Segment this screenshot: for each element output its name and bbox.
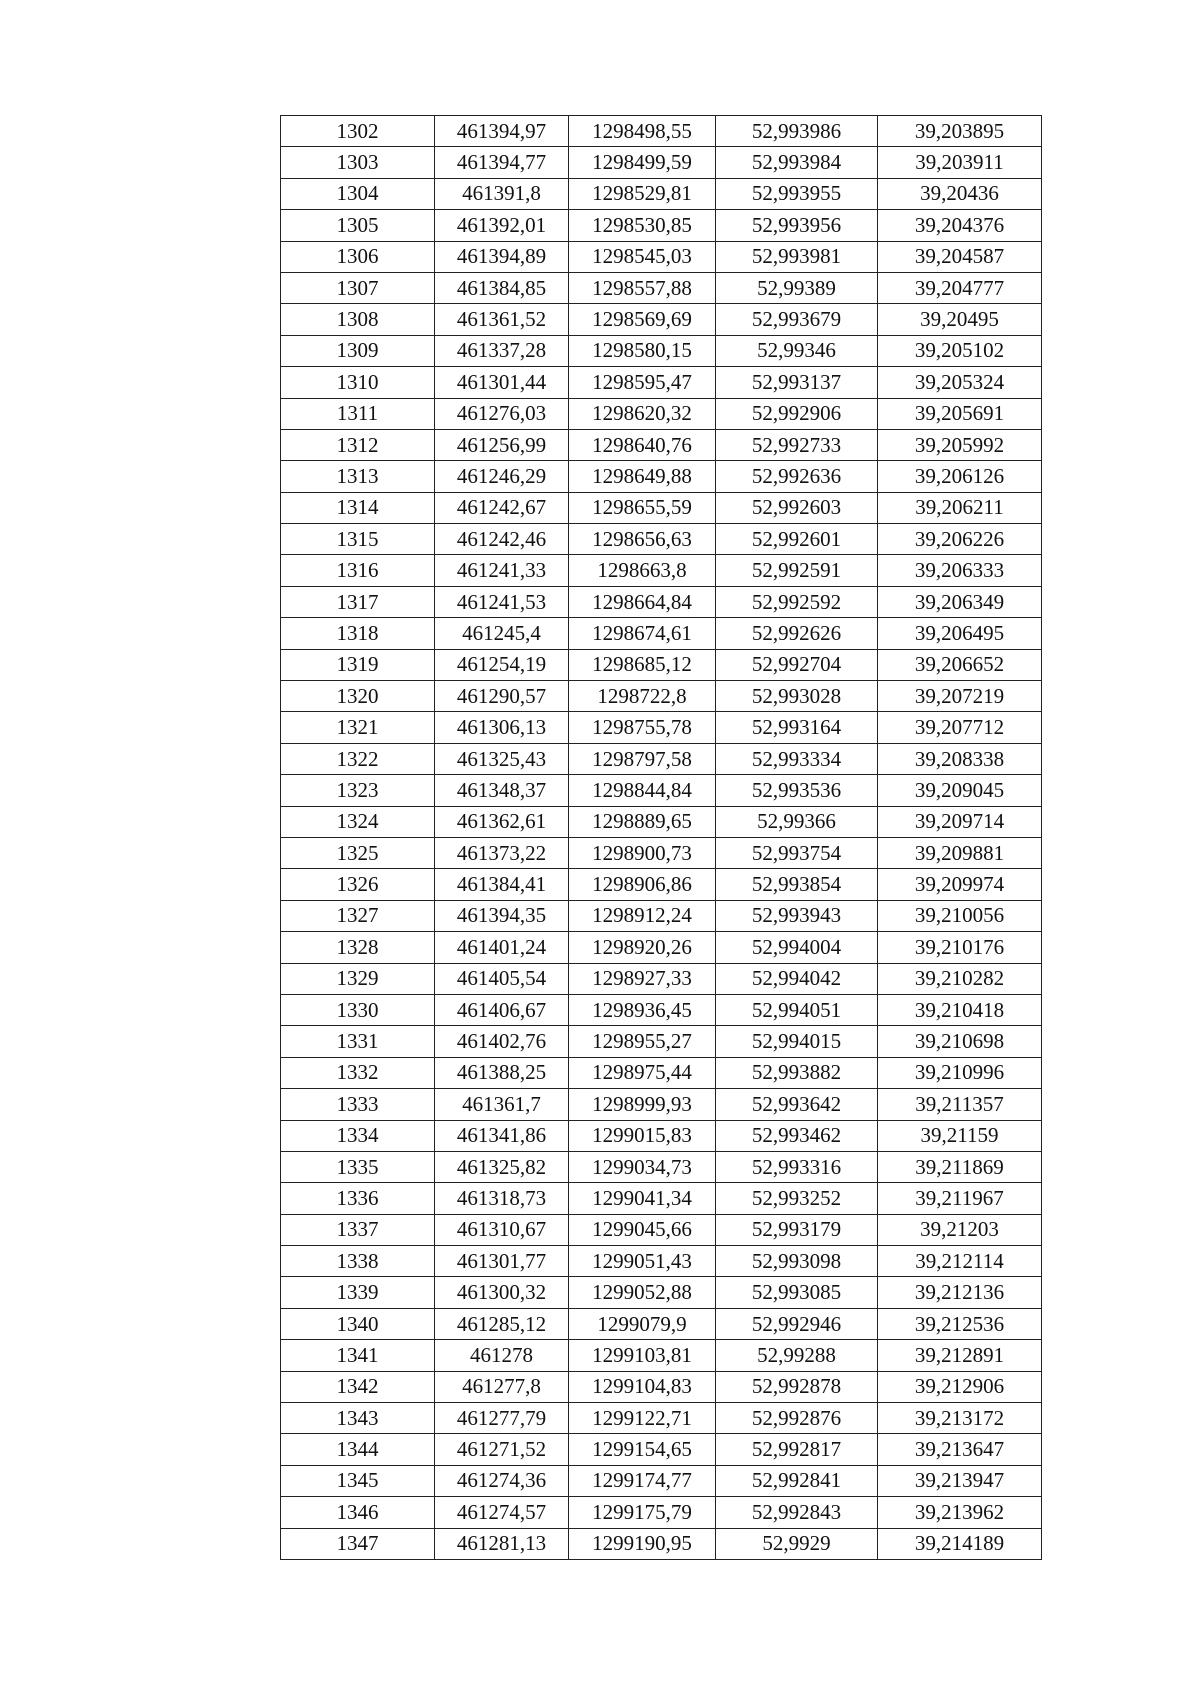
longitude-cell: 39,212136 <box>878 1277 1042 1308</box>
y-coordinate-cell: 1298920,26 <box>569 932 716 963</box>
longitude-cell: 39,21159 <box>878 1120 1042 1151</box>
point-number-cell: 1309 <box>281 335 435 366</box>
x-coordinate-cell: 461405,54 <box>435 963 569 994</box>
x-coordinate-cell: 461392,01 <box>435 210 569 241</box>
table-row <box>281 681 1042 712</box>
x-coordinate-cell: 461278 <box>435 1340 569 1371</box>
y-coordinate-cell: 1299015,83 <box>569 1120 716 1151</box>
y-coordinate-cell: 1298900,73 <box>569 837 716 868</box>
latitude-cell: 52,992592 <box>716 586 878 617</box>
latitude-cell: 52,99366 <box>716 806 878 837</box>
longitude-cell: 39,206495 <box>878 618 1042 649</box>
longitude-cell: 39,206126 <box>878 461 1042 492</box>
latitude-cell: 52,994015 <box>716 1026 878 1057</box>
table-row <box>281 210 1042 241</box>
y-coordinate-cell: 1298530,85 <box>569 210 716 241</box>
longitude-cell: 39,213172 <box>878 1403 1042 1434</box>
point-number-cell: 1312 <box>281 429 435 460</box>
longitude-cell: 39,210282 <box>878 963 1042 994</box>
table-row <box>281 367 1042 398</box>
longitude-cell: 39,210056 <box>878 900 1042 931</box>
x-coordinate-cell: 461277,79 <box>435 1403 569 1434</box>
x-coordinate-cell: 461276,03 <box>435 398 569 429</box>
table-row <box>281 335 1042 366</box>
point-number-cell: 1324 <box>281 806 435 837</box>
point-number-cell: 1302 <box>281 116 435 147</box>
x-coordinate-cell: 461274,36 <box>435 1465 569 1496</box>
y-coordinate-cell: 1298685,12 <box>569 649 716 680</box>
point-number-cell: 1343 <box>281 1403 435 1434</box>
x-coordinate-cell: 461318,73 <box>435 1183 569 1214</box>
longitude-cell: 39,212891 <box>878 1340 1042 1371</box>
latitude-cell: 52,993981 <box>716 241 878 272</box>
table-row <box>281 743 1042 774</box>
x-coordinate-cell: 461394,77 <box>435 147 569 178</box>
longitude-cell: 39,210418 <box>878 994 1042 1025</box>
longitude-cell: 39,209045 <box>878 775 1042 806</box>
latitude-cell: 52,993984 <box>716 147 878 178</box>
longitude-cell: 39,211967 <box>878 1183 1042 1214</box>
table-row <box>281 649 1042 680</box>
point-number-cell: 1340 <box>281 1308 435 1339</box>
latitude-cell: 52,994051 <box>716 994 878 1025</box>
y-coordinate-cell: 1298580,15 <box>569 335 716 366</box>
x-coordinate-cell: 461361,7 <box>435 1089 569 1120</box>
y-coordinate-cell: 1298655,59 <box>569 492 716 523</box>
longitude-cell: 39,20436 <box>878 178 1042 209</box>
x-coordinate-cell: 461256,99 <box>435 429 569 460</box>
point-number-cell: 1319 <box>281 649 435 680</box>
longitude-cell: 39,214189 <box>878 1528 1042 1559</box>
x-coordinate-cell: 461241,33 <box>435 555 569 586</box>
x-coordinate-cell: 461341,86 <box>435 1120 569 1151</box>
x-coordinate-cell: 461337,28 <box>435 335 569 366</box>
longitude-cell: 39,20495 <box>878 304 1042 335</box>
x-coordinate-cell: 461290,57 <box>435 681 569 712</box>
y-coordinate-cell: 1299045,66 <box>569 1214 716 1245</box>
table-row <box>281 461 1042 492</box>
point-number-cell: 1327 <box>281 900 435 931</box>
point-number-cell: 1335 <box>281 1151 435 1182</box>
longitude-cell: 39,204777 <box>878 272 1042 303</box>
point-number-cell: 1325 <box>281 837 435 868</box>
point-number-cell: 1339 <box>281 1277 435 1308</box>
y-coordinate-cell: 1299122,71 <box>569 1403 716 1434</box>
y-coordinate-cell: 1298797,58 <box>569 743 716 774</box>
coordinates-table <box>280 115 1042 1560</box>
latitude-cell: 52,993137 <box>716 367 878 398</box>
y-coordinate-cell: 1298663,8 <box>569 555 716 586</box>
x-coordinate-cell: 461394,89 <box>435 241 569 272</box>
x-coordinate-cell: 461306,13 <box>435 712 569 743</box>
latitude-cell: 52,992946 <box>716 1308 878 1339</box>
point-number-cell: 1306 <box>281 241 435 272</box>
longitude-cell: 39,213947 <box>878 1465 1042 1496</box>
x-coordinate-cell: 461401,24 <box>435 932 569 963</box>
latitude-cell: 52,99288 <box>716 1340 878 1371</box>
table-row <box>281 1340 1042 1371</box>
table-row <box>281 1183 1042 1214</box>
coordinates-table-body <box>281 116 1042 1560</box>
latitude-cell: 52,9929 <box>716 1528 878 1559</box>
longitude-cell: 39,210698 <box>878 1026 1042 1057</box>
point-number-cell: 1315 <box>281 524 435 555</box>
point-number-cell: 1336 <box>281 1183 435 1214</box>
table-row <box>281 775 1042 806</box>
table-row <box>281 398 1042 429</box>
latitude-cell: 52,992601 <box>716 524 878 555</box>
y-coordinate-cell: 1298656,63 <box>569 524 716 555</box>
longitude-cell: 39,210176 <box>878 932 1042 963</box>
latitude-cell: 52,993754 <box>716 837 878 868</box>
y-coordinate-cell: 1298595,47 <box>569 367 716 398</box>
x-coordinate-cell: 461384,85 <box>435 272 569 303</box>
point-number-cell: 1341 <box>281 1340 435 1371</box>
point-number-cell: 1334 <box>281 1120 435 1151</box>
x-coordinate-cell: 461301,44 <box>435 367 569 398</box>
latitude-cell: 52,993642 <box>716 1089 878 1120</box>
point-number-cell: 1331 <box>281 1026 435 1057</box>
y-coordinate-cell: 1298649,88 <box>569 461 716 492</box>
table-row <box>281 1434 1042 1465</box>
y-coordinate-cell: 1298889,65 <box>569 806 716 837</box>
longitude-cell: 39,207712 <box>878 712 1042 743</box>
latitude-cell: 52,993462 <box>716 1120 878 1151</box>
point-number-cell: 1308 <box>281 304 435 335</box>
y-coordinate-cell: 1298722,8 <box>569 681 716 712</box>
y-coordinate-cell: 1298906,86 <box>569 869 716 900</box>
table-row <box>281 1497 1042 1528</box>
latitude-cell: 52,993854 <box>716 869 878 900</box>
x-coordinate-cell: 461310,67 <box>435 1214 569 1245</box>
longitude-cell: 39,205992 <box>878 429 1042 460</box>
latitude-cell: 52,992843 <box>716 1497 878 1528</box>
table-row <box>281 963 1042 994</box>
y-coordinate-cell: 1299079,9 <box>569 1308 716 1339</box>
point-number-cell: 1332 <box>281 1057 435 1088</box>
table-row <box>281 241 1042 272</box>
longitude-cell: 39,204376 <box>878 210 1042 241</box>
latitude-cell: 52,992841 <box>716 1465 878 1496</box>
x-coordinate-cell: 461348,37 <box>435 775 569 806</box>
x-coordinate-cell: 461384,41 <box>435 869 569 900</box>
point-number-cell: 1321 <box>281 712 435 743</box>
y-coordinate-cell: 1298640,76 <box>569 429 716 460</box>
y-coordinate-cell: 1299190,95 <box>569 1528 716 1559</box>
y-coordinate-cell: 1299041,34 <box>569 1183 716 1214</box>
latitude-cell: 52,993536 <box>716 775 878 806</box>
table-row <box>281 837 1042 868</box>
point-number-cell: 1328 <box>281 932 435 963</box>
latitude-cell: 52,994042 <box>716 963 878 994</box>
y-coordinate-cell: 1298674,61 <box>569 618 716 649</box>
table-row <box>281 304 1042 335</box>
point-number-cell: 1304 <box>281 178 435 209</box>
y-coordinate-cell: 1298936,45 <box>569 994 716 1025</box>
x-coordinate-cell: 461274,57 <box>435 1497 569 1528</box>
latitude-cell: 52,992733 <box>716 429 878 460</box>
latitude-cell: 52,993956 <box>716 210 878 241</box>
point-number-cell: 1323 <box>281 775 435 806</box>
latitude-cell: 52,993943 <box>716 900 878 931</box>
longitude-cell: 39,210996 <box>878 1057 1042 1088</box>
table-row <box>281 712 1042 743</box>
longitude-cell: 39,203895 <box>878 116 1042 147</box>
y-coordinate-cell: 1298664,84 <box>569 586 716 617</box>
longitude-cell: 39,206211 <box>878 492 1042 523</box>
table-row <box>281 429 1042 460</box>
point-number-cell: 1326 <box>281 869 435 900</box>
point-number-cell: 1303 <box>281 147 435 178</box>
x-coordinate-cell: 461391,8 <box>435 178 569 209</box>
table-row <box>281 806 1042 837</box>
point-number-cell: 1322 <box>281 743 435 774</box>
table-row <box>281 524 1042 555</box>
x-coordinate-cell: 461373,22 <box>435 837 569 868</box>
latitude-cell: 52,993955 <box>716 178 878 209</box>
point-number-cell: 1345 <box>281 1465 435 1496</box>
x-coordinate-cell: 461325,82 <box>435 1151 569 1182</box>
point-number-cell: 1338 <box>281 1246 435 1277</box>
point-number-cell: 1320 <box>281 681 435 712</box>
longitude-cell: 39,209974 <box>878 869 1042 900</box>
table-row <box>281 869 1042 900</box>
longitude-cell: 39,212114 <box>878 1246 1042 1277</box>
y-coordinate-cell: 1298927,33 <box>569 963 716 994</box>
latitude-cell: 52,992603 <box>716 492 878 523</box>
longitude-cell: 39,205102 <box>878 335 1042 366</box>
y-coordinate-cell: 1299174,77 <box>569 1465 716 1496</box>
longitude-cell: 39,208338 <box>878 743 1042 774</box>
table-row <box>281 1026 1042 1057</box>
latitude-cell: 52,992591 <box>716 555 878 586</box>
x-coordinate-cell: 461388,25 <box>435 1057 569 1088</box>
x-coordinate-cell: 461281,13 <box>435 1528 569 1559</box>
y-coordinate-cell: 1298975,44 <box>569 1057 716 1088</box>
longitude-cell: 39,213647 <box>878 1434 1042 1465</box>
x-coordinate-cell: 461242,46 <box>435 524 569 555</box>
table-row <box>281 900 1042 931</box>
longitude-cell: 39,205691 <box>878 398 1042 429</box>
x-coordinate-cell: 461271,52 <box>435 1434 569 1465</box>
y-coordinate-cell: 1299154,65 <box>569 1434 716 1465</box>
x-coordinate-cell: 461301,77 <box>435 1246 569 1277</box>
y-coordinate-cell: 1299051,43 <box>569 1246 716 1277</box>
latitude-cell: 52,993679 <box>716 304 878 335</box>
table-row <box>281 116 1042 147</box>
latitude-cell: 52,992817 <box>716 1434 878 1465</box>
latitude-cell: 52,99346 <box>716 335 878 366</box>
table-row <box>281 586 1042 617</box>
y-coordinate-cell: 1298529,81 <box>569 178 716 209</box>
point-number-cell: 1347 <box>281 1528 435 1559</box>
x-coordinate-cell: 461300,32 <box>435 1277 569 1308</box>
table-row <box>281 994 1042 1025</box>
longitude-cell: 39,209881 <box>878 837 1042 868</box>
x-coordinate-cell: 461402,76 <box>435 1026 569 1057</box>
point-number-cell: 1344 <box>281 1434 435 1465</box>
table-row <box>281 1057 1042 1088</box>
y-coordinate-cell: 1299052,88 <box>569 1277 716 1308</box>
table-row <box>281 178 1042 209</box>
latitude-cell: 52,993085 <box>716 1277 878 1308</box>
latitude-cell: 52,992636 <box>716 461 878 492</box>
table-row <box>281 555 1042 586</box>
y-coordinate-cell: 1298755,78 <box>569 712 716 743</box>
point-number-cell: 1311 <box>281 398 435 429</box>
x-coordinate-cell: 461361,52 <box>435 304 569 335</box>
x-coordinate-cell: 461394,97 <box>435 116 569 147</box>
latitude-cell: 52,993098 <box>716 1246 878 1277</box>
y-coordinate-cell: 1299103,81 <box>569 1340 716 1371</box>
table-row <box>281 492 1042 523</box>
point-number-cell: 1342 <box>281 1371 435 1402</box>
y-coordinate-cell: 1298545,03 <box>569 241 716 272</box>
table-row <box>281 1308 1042 1339</box>
table-row <box>281 1214 1042 1245</box>
longitude-cell: 39,204587 <box>878 241 1042 272</box>
y-coordinate-cell: 1299104,83 <box>569 1371 716 1402</box>
point-number-cell: 1333 <box>281 1089 435 1120</box>
longitude-cell: 39,211357 <box>878 1089 1042 1120</box>
latitude-cell: 52,993882 <box>716 1057 878 1088</box>
latitude-cell: 52,992626 <box>716 618 878 649</box>
table-row <box>281 1246 1042 1277</box>
latitude-cell: 52,994004 <box>716 932 878 963</box>
longitude-cell: 39,211869 <box>878 1151 1042 1182</box>
table-row <box>281 1528 1042 1559</box>
longitude-cell: 39,205324 <box>878 367 1042 398</box>
latitude-cell: 52,993986 <box>716 116 878 147</box>
table-row <box>281 1371 1042 1402</box>
y-coordinate-cell: 1298499,59 <box>569 147 716 178</box>
x-coordinate-cell: 461285,12 <box>435 1308 569 1339</box>
y-coordinate-cell: 1299034,73 <box>569 1151 716 1182</box>
x-coordinate-cell: 461241,53 <box>435 586 569 617</box>
latitude-cell: 52,99389 <box>716 272 878 303</box>
longitude-cell: 39,206226 <box>878 524 1042 555</box>
table-row <box>281 932 1042 963</box>
longitude-cell: 39,213962 <box>878 1497 1042 1528</box>
point-number-cell: 1329 <box>281 963 435 994</box>
y-coordinate-cell: 1298620,32 <box>569 398 716 429</box>
latitude-cell: 52,992876 <box>716 1403 878 1434</box>
table-row <box>281 1465 1042 1496</box>
table-row <box>281 147 1042 178</box>
x-coordinate-cell: 461362,61 <box>435 806 569 837</box>
longitude-cell: 39,212906 <box>878 1371 1042 1402</box>
table-row <box>281 1120 1042 1151</box>
point-number-cell: 1318 <box>281 618 435 649</box>
latitude-cell: 52,992906 <box>716 398 878 429</box>
y-coordinate-cell: 1298999,93 <box>569 1089 716 1120</box>
x-coordinate-cell: 461394,35 <box>435 900 569 931</box>
point-number-cell: 1314 <box>281 492 435 523</box>
x-coordinate-cell: 461254,19 <box>435 649 569 680</box>
x-coordinate-cell: 461242,67 <box>435 492 569 523</box>
table-row <box>281 1089 1042 1120</box>
y-coordinate-cell: 1299175,79 <box>569 1497 716 1528</box>
y-coordinate-cell: 1298844,84 <box>569 775 716 806</box>
latitude-cell: 52,993028 <box>716 681 878 712</box>
point-number-cell: 1316 <box>281 555 435 586</box>
point-number-cell: 1337 <box>281 1214 435 1245</box>
x-coordinate-cell: 461245,4 <box>435 618 569 649</box>
point-number-cell: 1317 <box>281 586 435 617</box>
latitude-cell: 52,993164 <box>716 712 878 743</box>
latitude-cell: 52,992878 <box>716 1371 878 1402</box>
point-number-cell: 1305 <box>281 210 435 241</box>
longitude-cell: 39,209714 <box>878 806 1042 837</box>
point-number-cell: 1307 <box>281 272 435 303</box>
point-number-cell: 1346 <box>281 1497 435 1528</box>
longitude-cell: 39,212536 <box>878 1308 1042 1339</box>
latitude-cell: 52,993316 <box>716 1151 878 1182</box>
y-coordinate-cell: 1298569,69 <box>569 304 716 335</box>
y-coordinate-cell: 1298557,88 <box>569 272 716 303</box>
table-row <box>281 1151 1042 1182</box>
y-coordinate-cell: 1298498,55 <box>569 116 716 147</box>
longitude-cell: 39,203911 <box>878 147 1042 178</box>
latitude-cell: 52,993252 <box>716 1183 878 1214</box>
longitude-cell: 39,206333 <box>878 555 1042 586</box>
point-number-cell: 1310 <box>281 367 435 398</box>
longitude-cell: 39,206349 <box>878 586 1042 617</box>
table-row <box>281 1277 1042 1308</box>
point-number-cell: 1313 <box>281 461 435 492</box>
latitude-cell: 52,993334 <box>716 743 878 774</box>
table-row <box>281 618 1042 649</box>
table-row <box>281 1403 1042 1434</box>
longitude-cell: 39,21203 <box>878 1214 1042 1245</box>
point-number-cell: 1330 <box>281 994 435 1025</box>
table-row <box>281 272 1042 303</box>
latitude-cell: 52,992704 <box>716 649 878 680</box>
x-coordinate-cell: 461406,67 <box>435 994 569 1025</box>
longitude-cell: 39,206652 <box>878 649 1042 680</box>
x-coordinate-cell: 461325,43 <box>435 743 569 774</box>
x-coordinate-cell: 461246,29 <box>435 461 569 492</box>
y-coordinate-cell: 1298912,24 <box>569 900 716 931</box>
latitude-cell: 52,993179 <box>716 1214 878 1245</box>
x-coordinate-cell: 461277,8 <box>435 1371 569 1402</box>
y-coordinate-cell: 1298955,27 <box>569 1026 716 1057</box>
longitude-cell: 39,207219 <box>878 681 1042 712</box>
